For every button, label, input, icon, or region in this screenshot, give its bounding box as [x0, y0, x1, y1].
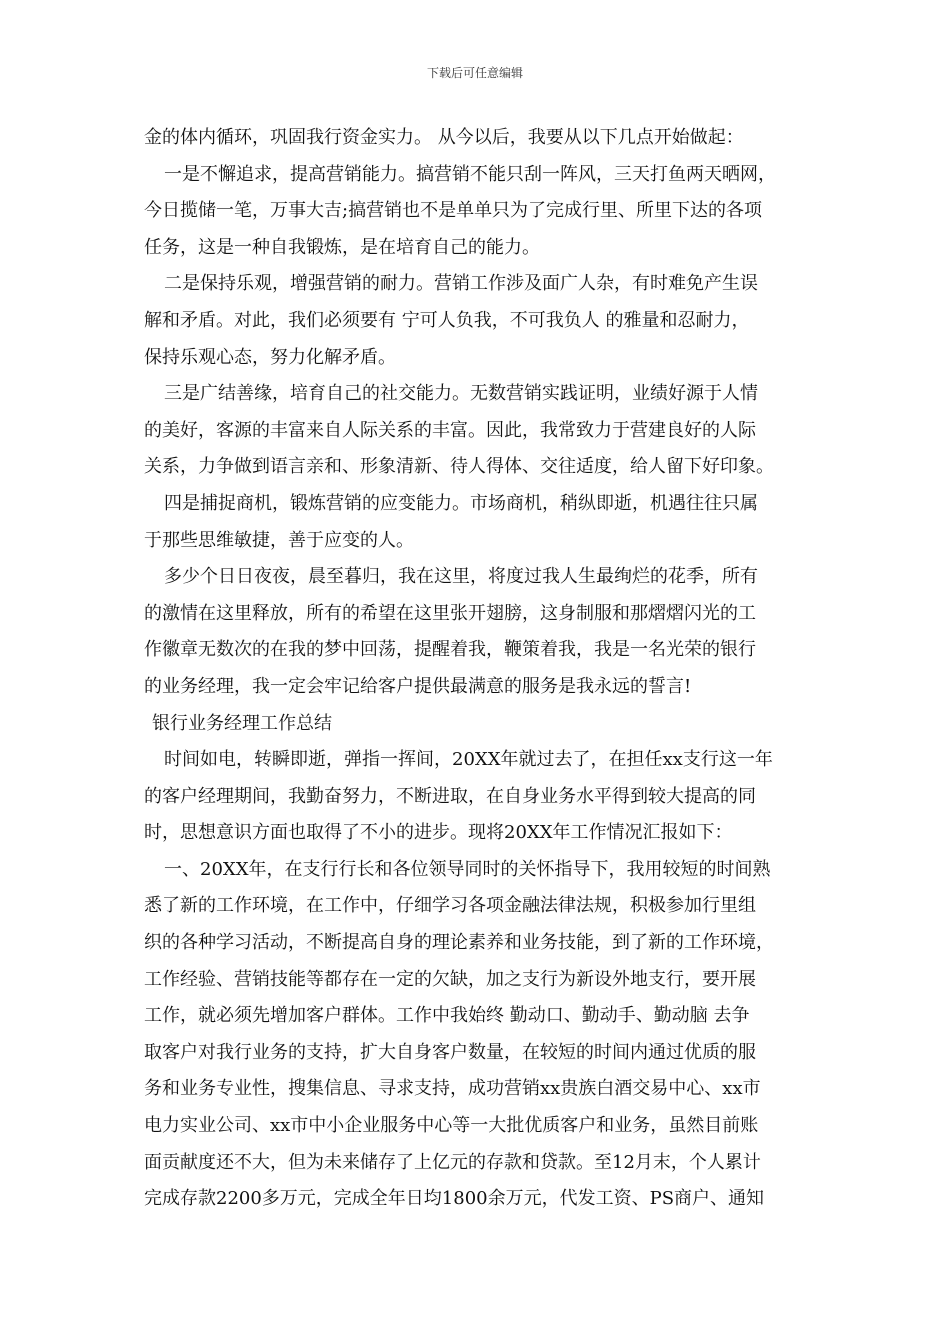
- text-line: 解和矛盾。对此，我们必须要有 宁可人负我，不可我负人 的雅量和忍耐力，: [144, 309, 750, 331]
- text-line: 悉了新的工作环境，在工作中，仔细学习各项金融法律法规，积极参加行里组: [144, 895, 756, 917]
- section-title: 银行业务经理工作总结: [152, 712, 332, 734]
- text-line: 任务，这是一种自我锻炼，是在培育自己的能力。: [144, 236, 540, 258]
- text-line: 金的体内循环，巩固我行资金实力。 从今以后，我要从以下几点开始做起：: [144, 127, 744, 148]
- text-line: 的业务经理，我一定会牢记给客户提供最满意的服务是我永远的誓言!: [144, 675, 692, 697]
- text-line: 一是不懈追求，提高营销能力。搞营销不能只刮一阵风，三天打鱼两天晒网，: [164, 163, 776, 185]
- text-line: 二是保持乐观，增强营销的耐力。营销工作涉及面广人杂，有时难免产生误: [164, 273, 758, 295]
- text-line: 于那些思维敏捷，善于应变的人。: [144, 529, 414, 551]
- text-line: 面贡献度还不大，但为未来储存了上亿元的存款和贷款。至12月末，个人累计: [144, 1151, 761, 1173]
- text-line: 三是广结善缘，培育自己的社交能力。无数营销实践证明，业绩好源于人情: [164, 383, 758, 405]
- text-line: 一、20XX年，在支行行长和各位领导同时的关怀指导下，我用较短的时间熟: [164, 858, 771, 880]
- page-header: 下载后可任意编辑: [426, 66, 523, 80]
- document-body: [144, 120, 820, 1218]
- text-line: 工作，就必须先增加客户群体。工作中我始终 勤动口、勤动手、勤动脑 去争: [144, 1005, 750, 1027]
- text-line: 多少个日日夜夜，晨至暮归，我在这里，将度过我人生最绚烂的花季，所有: [164, 566, 758, 588]
- text-line: 关系，力争做到语言亲和、形象清新、待人得体、交往适度，给人留下好印象。: [144, 456, 774, 478]
- text-line: 保持乐观心态，努力化解矛盾。: [144, 346, 396, 368]
- text-line: 电力实业公司、xx市中小企业服务中心等一大批优质客户和业务，虽然目前账: [144, 1115, 759, 1137]
- text-line: 今日揽储一笔，万事大吉;搞营销也不是单单只为了完成行里、所里下达的各项: [144, 200, 763, 222]
- text-line: 的客户经理期间，我勤奋努力，不断进取，在自身业务水平得到较大提高的同: [144, 785, 756, 807]
- text-line: 时间如电，转瞬即逝，弹指一挥间，20XX年就过去了，在担任xx支行这一年: [164, 749, 773, 771]
- text-line: 四是捕捉商机，锻炼营销的应变能力。市场商机，稍纵即逝，机遇往往只属: [164, 492, 758, 514]
- text-line: 的美好，客源的丰富来自人际关系的丰富。因此，我常致力于营建良好的人际: [144, 419, 756, 441]
- text-line: 取客户对我行业务的支持，扩大自身客户数量，在较短的时间内通过优质的服: [144, 1041, 756, 1063]
- text-line: 织的各种学习活动，不断提高自身的理论素养和业务技能，到了新的工作环境，: [144, 932, 774, 954]
- text-line: 的激情在这里释放，所有的希望在这里张开翅膀，这身制服和那熠熠闪光的工: [144, 602, 756, 624]
- text-line: 作徽章无数次的在我的梦中回荡，提醒着我，鞭策着我，我是一名光荣的银行: [144, 639, 756, 661]
- text-line: 务和业务专业性，搜集信息、寻求支持，成功营销xx贵族白酒交易中心、xx市: [144, 1078, 761, 1100]
- text-line: 完成存款2200多万元，完成全年日均1800余万元，代发工资、PS商户、通知: [144, 1188, 765, 1210]
- text-line: 时，思想意识方面也取得了不小的进步。现将20XX年工作情况汇报如下：: [144, 822, 733, 844]
- text-line: 工作经验、营销技能等都存在一定的欠缺，加之支行为新设外地支行，要开展: [144, 968, 756, 990]
